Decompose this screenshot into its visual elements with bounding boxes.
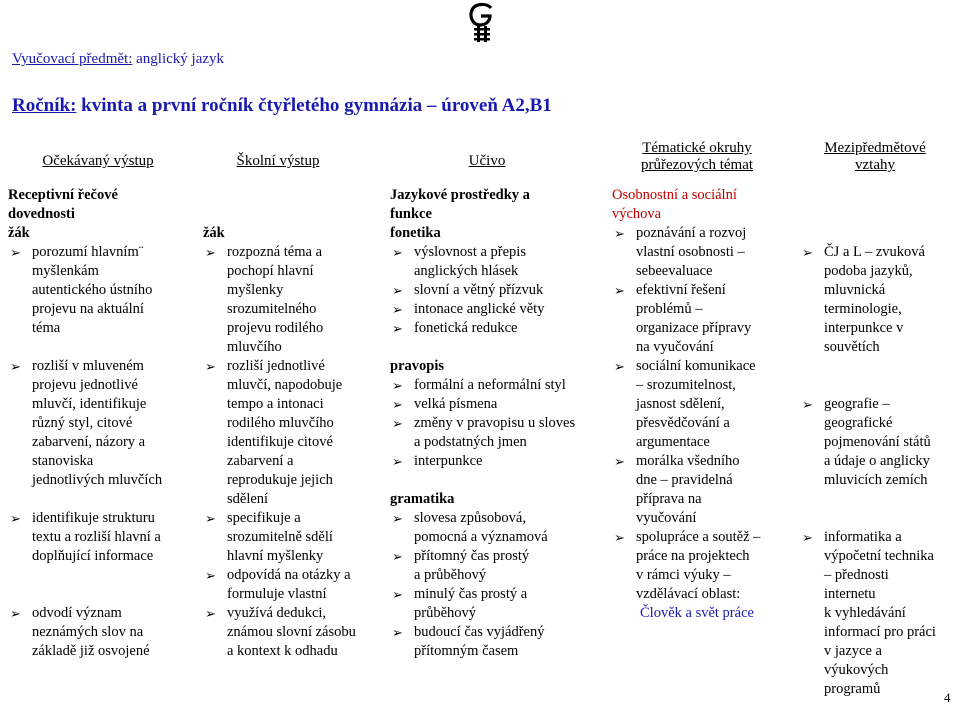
list-item: ➢ výslovnost a přepis anglických hlásek — [392, 244, 526, 279]
arrow-bullet-icon: ➢ — [802, 245, 813, 260]
arrow-bullet-icon: ➢ — [614, 283, 625, 298]
list-item: ➢ minulý čas prostý a průběhový — [392, 586, 528, 621]
list-item: ➢ odpovídá na otázky a formuluje vlastní — [205, 567, 351, 602]
list-item: ➢ intonace anglické věty — [392, 301, 545, 317]
arrow-bullet-icon: ➢ — [10, 511, 21, 526]
list-item: ➢ geografie – geografické pojmenování států a údaje o anglicky mluvicích zemích — [802, 396, 931, 488]
arrow-bullet-icon: ➢ — [392, 625, 403, 640]
arrow-bullet-icon: ➢ — [802, 397, 813, 412]
list-item: ➢ interpunkce — [392, 453, 483, 469]
pravopis-list — [390, 376, 605, 471]
expected-zak: žák — [8, 225, 30, 241]
arrow-bullet-icon: ➢ — [392, 416, 403, 431]
grade-line — [12, 95, 552, 117]
arrow-bullet-icon: ➢ — [802, 530, 813, 545]
crosscutting-heading: Osobnostní a sociální výchova — [612, 187, 737, 222]
arrow-bullet-icon: ➢ — [10, 245, 21, 260]
list-item: ➢ specifikuje a srozumitelně sdělí hlavní myšlenky — [205, 510, 333, 564]
list-item: ➢ rozpozná téma a pochopí hlavní myšlenky srozumitelného projevu rodilého mluvčího — [205, 244, 324, 355]
arrow-bullet-icon: ➢ — [614, 454, 625, 469]
list-item: ➢ fonetická redukce — [392, 320, 518, 336]
gramatika-heading: gramatika — [390, 491, 455, 507]
curriculum-table — [0, 140, 960, 697]
list-item: ➢ informatika a výpočetní technika – přednosti internetu k vyhledávání informací pro práci v jazyce a výukových programů — [802, 529, 936, 697]
list-item: ➢ formální a neformální styl — [392, 377, 566, 393]
school-list — [203, 243, 383, 661]
column-header-interdisciplinary: Mezipředmětové vztahy — [824, 140, 926, 173]
subject-label: Vyučovací předmět: — [12, 51, 133, 67]
list-item: ➢ rozliší v mluveném projevu jednotlivé mluvčí, identifikuje různý styl, citové zabarvení, názory a stanoviska jednotlivých mluvčích — [10, 358, 163, 488]
grade-value: kvinta a první ročník čtyřletého gymnázia – úroveň A2,B1 — [81, 95, 552, 116]
fonetika-list — [390, 243, 605, 338]
page-number: 4 — [944, 690, 951, 705]
list-item: ➢ velká písmena — [392, 396, 498, 412]
subject-line — [12, 51, 224, 68]
arrow-bullet-icon: ➢ — [392, 245, 403, 260]
list-item: ➢ slovesa způsobová, pomocná a významová — [392, 510, 548, 545]
list-item: ➢ změny v pravopisu u sloves a podstatných jmen — [392, 415, 576, 450]
fonetika-heading: fonetika — [390, 225, 441, 241]
arrow-bullet-icon: ➢ — [392, 587, 403, 602]
gramatika-list — [390, 509, 605, 661]
crosscutting-link[interactable]: Člověk a svět práce — [640, 605, 754, 621]
arrow-bullet-icon: ➢ — [205, 606, 216, 621]
expected-heading: Receptivní řečové dovednosti — [8, 187, 118, 222]
list-item: ➢ využívá dedukci, známou slovní zásobu a kontext k odhadu — [205, 605, 356, 659]
arrow-bullet-icon: ➢ — [205, 511, 216, 526]
arrow-bullet-icon: ➢ — [392, 283, 403, 298]
arrow-bullet-icon: ➢ — [205, 568, 216, 583]
curriculum-heading: Jazykové prostředky a funkce — [390, 187, 530, 222]
expected-list — [8, 243, 188, 661]
list-item: ➢ efektivní řešení problémů – organizace přípravy na vyučování — [614, 282, 752, 355]
arrow-bullet-icon: ➢ — [10, 606, 21, 621]
list-item: ➢ budoucí čas vyjádřený přítomným časem — [392, 624, 545, 659]
arrow-bullet-icon: ➢ — [392, 378, 403, 393]
column-header-expected: Očekávaný výstup — [42, 153, 154, 169]
list-item: ➢ rozliší jednotlivé mluvčí, napodobuje tempo a intonaci rodilého mluvčího identifikuje citové zabarvení a reprodukuje jejich sdělení — [205, 358, 343, 507]
crosscutting-list — [612, 224, 792, 604]
subject-value: anglický jazyk — [136, 51, 225, 67]
arrow-bullet-icon: ➢ — [392, 454, 403, 469]
list-item: ➢ identifikuje strukturu textu a rozliší hlavní a doplňující informace — [10, 510, 161, 564]
pravopis-heading: pravopis — [390, 358, 444, 374]
arrow-bullet-icon: ➢ — [205, 245, 216, 260]
list-item: ➢ ČJ a L – zvuková podoba jazyků, mluvnická terminologie, interpunkce v souvětích — [802, 244, 925, 355]
arrow-bullet-icon: ➢ — [614, 226, 625, 241]
list-item: ➢ přítomný čas prostý a průběhový — [392, 548, 530, 583]
column-header-crosscutting: Tématické okruhy průřezových témat — [640, 140, 754, 173]
interdisciplinary-list — [800, 243, 960, 699]
list-item: ➢ sociální komunikace – srozumitelnost, jasnost sdělení, přesvědčování a argumentace — [614, 358, 756, 450]
arrow-bullet-icon: ➢ — [614, 530, 625, 545]
school-logo-icon — [467, 2, 497, 44]
list-item: ➢ porozumí hlavním¨ myšlenkám autentického ústního projevu na aktuální téma — [10, 244, 153, 336]
list-item: ➢ slovní a větný přízvuk — [392, 282, 544, 298]
arrow-bullet-icon: ➢ — [392, 302, 403, 317]
school-zak: žák — [203, 225, 225, 241]
list-item: ➢ poznávání a rozvoj vlastní osobnosti – sebeevaluace — [614, 225, 747, 279]
list-item: ➢ morálka všedního dne – pravidelná příprava na vyučování — [614, 453, 740, 526]
arrow-bullet-icon: ➢ — [205, 359, 216, 374]
column-header-curriculum: Učivo — [468, 153, 506, 169]
column-header-school: Školní výstup — [236, 153, 320, 169]
arrow-bullet-icon: ➢ — [392, 511, 403, 526]
grade-label: Ročník: — [12, 95, 77, 116]
arrow-bullet-icon: ➢ — [392, 549, 403, 564]
arrow-bullet-icon: ➢ — [392, 397, 403, 412]
arrow-bullet-icon: ➢ — [10, 359, 21, 374]
arrow-bullet-icon: ➢ — [392, 321, 403, 336]
list-item: ➢ spolupráce a soutěž – práce na projektech v rámci výuky – vzdělávací oblast: — [614, 529, 761, 602]
arrow-bullet-icon: ➢ — [614, 359, 625, 374]
list-item: ➢ odvodí význam neznámých slov na základě již osvojené — [10, 605, 150, 659]
